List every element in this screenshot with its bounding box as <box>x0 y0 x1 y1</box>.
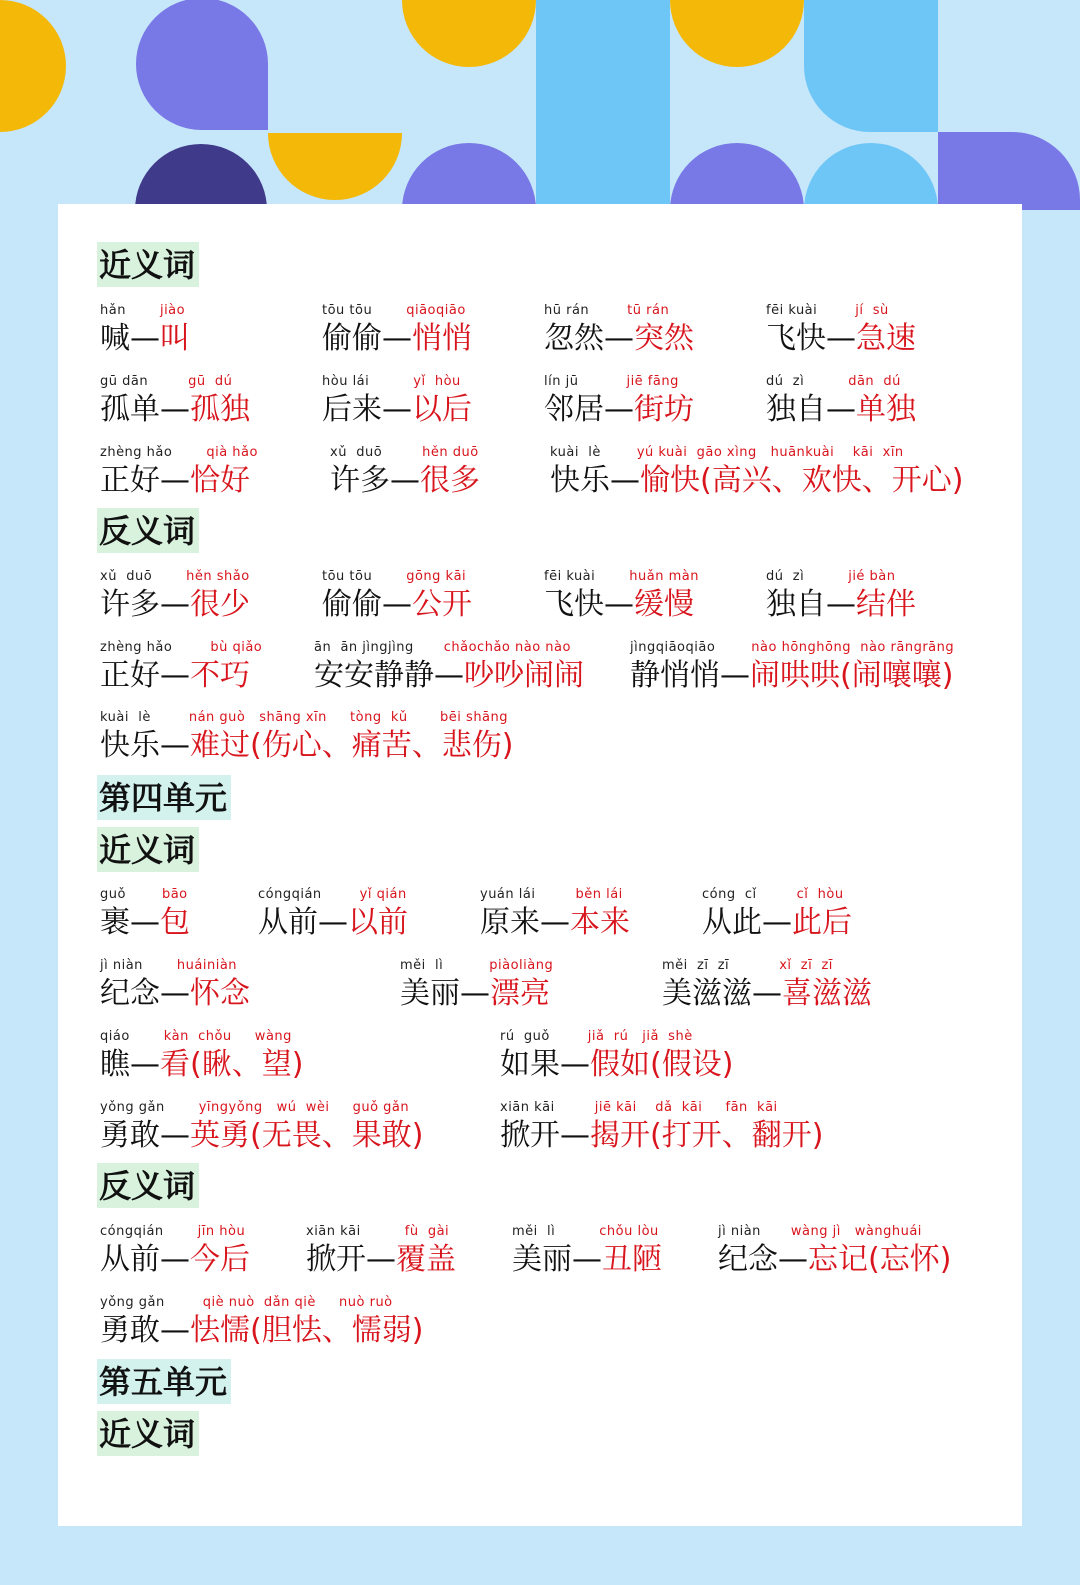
word-entry: jìngqiāoqiāo nào hōnghōng nào rāngrāng 静悄悄—闹哄哄(闹嚷嚷) <box>630 640 955 693</box>
word-entry: yǒng gǎn yīngyǒng wú wèi guǒ gǎn 勇敢—英勇(无畏、果敢) <box>100 1100 424 1153</box>
section-heading: 近义词 <box>97 242 199 287</box>
word-entry: jì niàn wàng jì wànghuái 纪念—忘记(忘怀) <box>718 1224 952 1277</box>
unit-heading: 第五单元 <box>97 1359 231 1404</box>
word-entry: měi lì piàoliàng 美丽—漂亮 <box>400 958 554 1011</box>
word-entry: hòu lái yǐ hòu 后来—以后 <box>322 374 472 427</box>
word-entry: rú guǒ jiǎ rú jiǎ shè 如果—假如(假设) <box>500 1029 734 1082</box>
word-entry: xiān kāi jiē kāi dǎ kāi fān kāi 掀开—揭开(打开、翻开) <box>500 1100 824 1153</box>
section-heading: 反义词 <box>97 508 199 553</box>
word-entry: gū dān gū dú 孤单—孤独 <box>100 374 250 427</box>
word-entry: qiáo kàn chǒu wàng 瞧—看(瞅、望) <box>100 1029 304 1082</box>
word-entry: xiān kāi fù gài 掀开—覆盖 <box>306 1224 456 1277</box>
word-entry: fēi kuài huǎn màn 飞快—缓慢 <box>544 569 699 622</box>
word-entry: zhèng hǎo qià hǎo 正好—恰好 <box>100 445 258 498</box>
word-entry: zhèng hǎo bù qiǎo 正好—不巧 <box>100 640 263 693</box>
word-entry: měi lì chǒu lòu 美丽—丑陋 <box>512 1224 662 1277</box>
section-heading: 反义词 <box>97 1163 199 1208</box>
word-entry: yǒng gǎn qiè nuò dǎn qiè nuò ruò 勇敢—怯懦(胆怯、懦弱) <box>100 1295 424 1348</box>
word-entry: hū rán tū rán 忽然—突然 <box>544 303 694 356</box>
word-entry: lín jū jiē fāng 邻居—街坊 <box>544 374 694 427</box>
word-entry: cóngqián yǐ qián 从前—以前 <box>258 887 408 940</box>
decorative-header-shapes <box>0 0 1080 210</box>
word-entry: cóng cǐ cǐ hòu 从此—此后 <box>702 887 852 940</box>
word-entry: xǔ duō hěn duō 许多—很多 <box>330 445 480 498</box>
word-entry: hǎn jiào 喊—叫 <box>100 303 190 356</box>
word-entry: cóngqián jīn hòu 从前—今后 <box>100 1224 250 1277</box>
word-entry: tōu tōu qiāoqiāo 偷偷—悄悄 <box>322 303 472 356</box>
word-entry: xǔ duō hěn shǎo 许多—很少 <box>100 569 250 622</box>
word-entry: kuài lè nán guò shāng xīn tòng kǔ bēi shāng 快乐—难过(伤心、痛苦、悲伤) <box>100 710 514 763</box>
word-entry: tōu tōu gōng kāi 偷偷—公开 <box>322 569 472 622</box>
word-entry: měi zī zī xǐ zī zī 美滋滋—喜滋滋 <box>662 958 872 1011</box>
word-entry: dú zì dān dú 独自—单独 <box>766 374 916 427</box>
word-entry: kuài lè yú kuài gāo xìng huānkuài kāi xīn 快乐—愉快(高兴、欢快、开心) <box>550 445 964 498</box>
word-entry: guǒ bāo 裹—包 <box>100 887 190 940</box>
word-entry: fēi kuài jí sù 飞快—急速 <box>766 303 916 356</box>
section-heading: 近义词 <box>97 827 199 872</box>
word-entry: dú zì jié bàn 独自—结伴 <box>766 569 916 622</box>
word-entry: jì niàn huáiniàn 纪念—怀念 <box>100 958 250 1011</box>
section-heading: 近义词 <box>97 1411 199 1456</box>
unit-heading: 第四单元 <box>97 775 231 820</box>
word-entry: yuán lái běn lái 原来—本来 <box>480 887 630 940</box>
word-entry: ān ān jìngjìng chǎochǎo nào nào 安安静静—吵吵闹闹 <box>314 640 584 693</box>
